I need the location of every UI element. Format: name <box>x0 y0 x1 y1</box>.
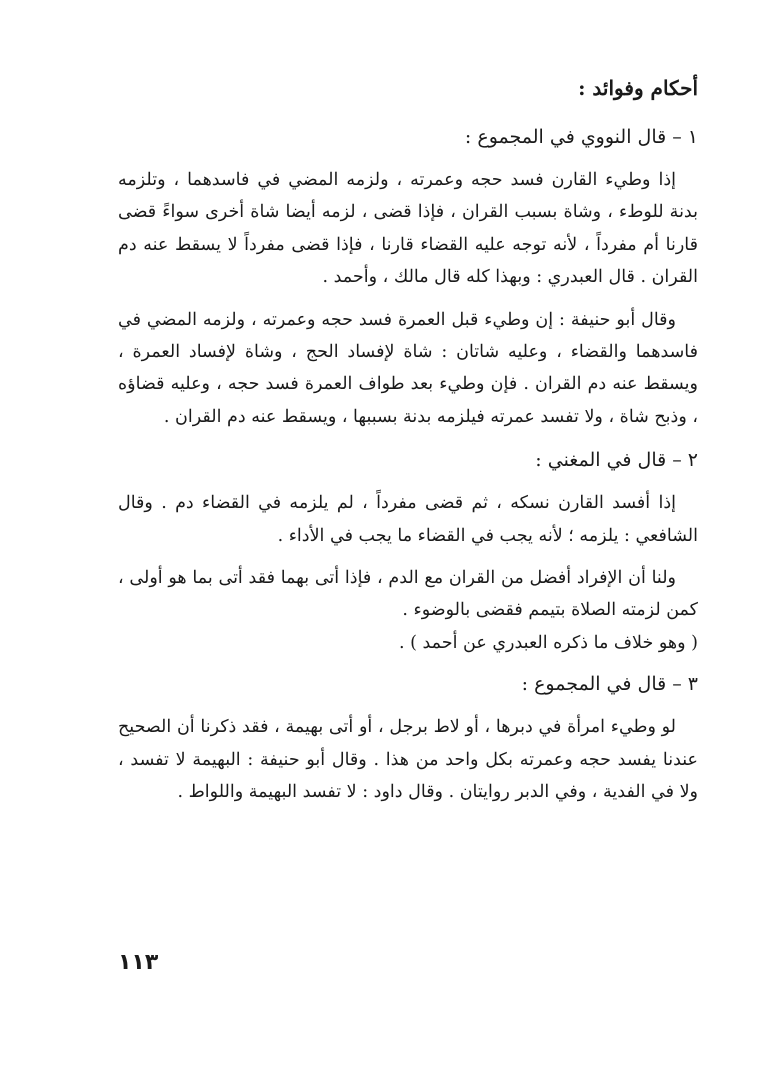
section-2-paragraph-1: إذا أفسد القارن نسكه ، ثم قضى مفرداً ، لم يلزمه في القضاء دم . وقال الشافعي : يلزمه ؛ لأنه يجب في القضاء ما يجب في الأداء . <box>118 493 698 546</box>
section-3-paragraph-1: لو وطيء امرأة في دبرها ، أو لاط برجل ، أو أتى بهيمة ، فقد ذكرنا أن الصحيح عندنا يفسد حجه وعمرته بكل واحد من هذا . وقال أبو حنيفة : البهيمة لا تفسد ، ولا في الفدية ، وفي الدبر روايتان . وقال داود : لا تفسد البهيمة واللواط . <box>118 717 698 803</box>
section-1-paragraph-1: إذا وطيء القارن فسد حجه وعمرته ، ولزمه المضي في فاسدهما ، وتلزمه بدنة للوطء ، وشاة بسبب القران ، فإذا قضى ، لزمه أيضا شاة أخرى سواءً قضى قارنا أم مفرداً ، لأنه توجه عليه القضاء قارنا ، فإذا قضى مفرداً لا يسقط عنه دم القران . قال العبدري : وبهذا كله قال مالك ، وأحمد . <box>118 170 698 288</box>
section-2-paragraph-2: ولنا أن الإفراد أفضل من القران مع الدم ، فإذا أتى بهما فقد أتى بما هو أولى ، كمن لزمته الصلاة بتيمم فقضى بالوضوء . <box>118 568 698 621</box>
section-2-title: ٢ – قال في المغني : <box>535 449 698 472</box>
section-1-paragraph-2: وقال أبو حنيفة : إن وطيء قبل العمرة فسد حجه وعمرته ، ولزمه المضي في فاسدهما والقضاء ، وعليه شاتان : شاة لإفساد الحج ، وشاة لإفساد العمرة ، ويسقط عنه دم القران . فإن وطيء بعد طواف العمرة فسد حجه ، وعليه قضاؤه ، وذبح شاة ، ولا تفسد عمرته فيلزمه بدنة بسببها ، ويسقط عنه دم القران . <box>118 309 698 427</box>
section-3-title: ٣ – قال في المجموع : <box>521 673 698 696</box>
page-heading: أحكام وفوائد : <box>578 76 698 100</box>
document-page <box>118 70 698 1010</box>
section-1-title: ١ – قال النووي في المجموع : <box>464 126 698 148</box>
page-number: ١١٣ <box>118 950 159 975</box>
section-2-note: ( وهو خلاف ما ذكره العبدري عن أحمد ) . <box>398 632 698 653</box>
